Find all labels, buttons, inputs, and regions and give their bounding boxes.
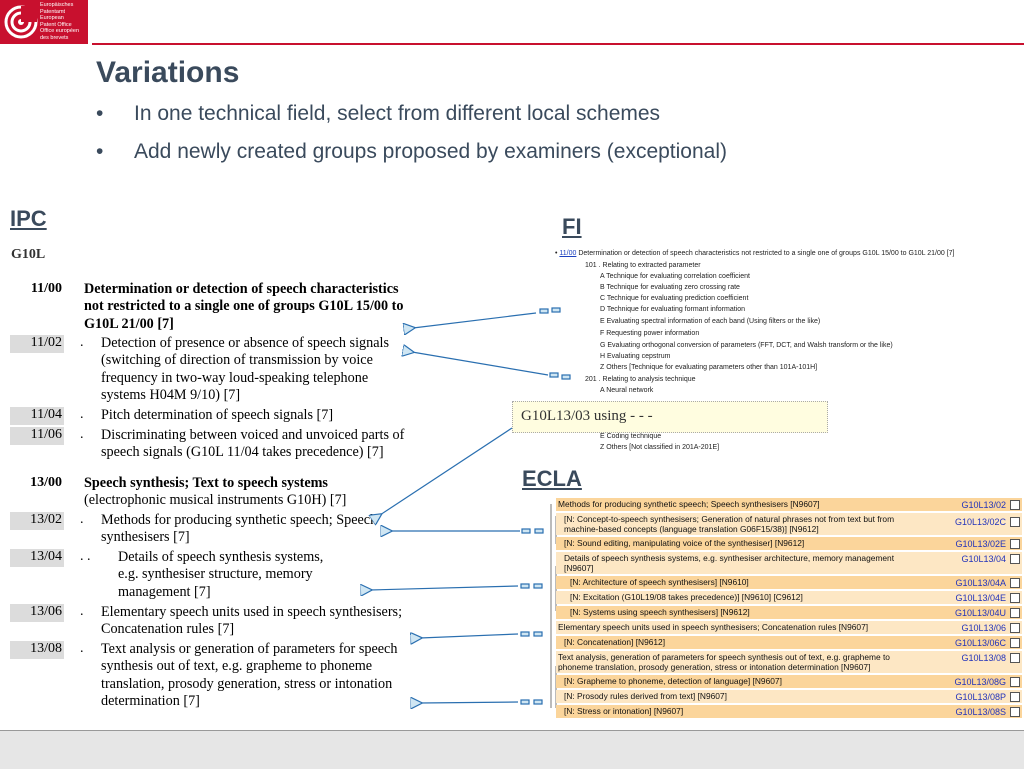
fi-item: E Coding technique: [600, 433, 662, 440]
ipc-group-code: 13/04: [10, 549, 64, 567]
fi-item: 201 . Relating to analysis technique: [585, 376, 696, 383]
ecla-entry-text: Elementary speech units used in speech synthesisers; Concatenation rules [N9607]: [558, 622, 869, 632]
ecla-entry-text: [N: Stress or intonation] [N9607]: [564, 706, 684, 716]
bullet-item: • Add newly created groups proposed by examiners (exceptional): [96, 140, 727, 163]
ipc-indent-dots: .: [80, 512, 84, 527]
fi-item: G Evaluating orthogonal conversion of parameters (FFT, DCT, and Walsh transform or the like): [600, 342, 893, 349]
ipc-group-code: 13/08: [10, 641, 64, 659]
arrow-tail-box: [540, 309, 548, 313]
ecla-entry-text: [N: Prosody rules derived from text] [N9607]: [564, 691, 727, 701]
ipc-indent-dots: .: [80, 604, 84, 619]
fi-head-line: • 11/00 Determination or detection of speech characteristics not restricted to a single one of groups G10L 15/00 to G10L 21/00 [7]: [555, 250, 955, 257]
fi-callout: G10L13/03 using - - -: [512, 401, 828, 433]
fi-group-link[interactable]: 11/00: [559, 250, 577, 257]
arrow-tail-box: [534, 584, 542, 588]
ecla-entry-text: [N: Excitation (G10L19/08 takes precedence)] [N9610] [C9612]: [570, 592, 803, 602]
ipc-group-code: 11/00: [30, 281, 62, 296]
ipc-subclass: G10L: [11, 247, 46, 262]
ecla-entry-text: Methods for producing synthetic speech; Speech synthesisers [N9607]: [558, 499, 820, 509]
ecla-code-link[interactable]: G10L13/04: [961, 554, 1006, 564]
fi-item: C Technique for evaluating prediction coefficient: [600, 295, 749, 302]
arrow-tail-box: [521, 632, 529, 636]
arrow-tail-box: [552, 308, 560, 312]
ipc-indent-dots: .: [80, 427, 84, 442]
fi-label: FI: [562, 214, 582, 239]
fi-item: D Technique for evaluating formant information: [600, 306, 746, 313]
ecla-entry-text: [N: Architecture of speech synthesisers] [N9610]: [570, 577, 749, 587]
fi-item: Z Others [Technique for evaluating parameters other than 101A-101H]: [600, 364, 818, 371]
arrow-tail-box: [534, 700, 542, 704]
arrow-fi-to-1100: [413, 313, 536, 328]
ecla-label: ECLA: [522, 466, 582, 491]
ipc-group-title: Determination or detection of speech characteristics not restricted to a single one of groups G10L 15/00 to G10L 21/00 [7]: [84, 281, 404, 332]
bullet-item: • In one technical field, select from different local schemes: [96, 102, 661, 125]
ipc-group-code: 11/06: [10, 427, 64, 445]
ipc-group-code: 13/02: [10, 512, 64, 530]
ipc-label: IPC: [10, 206, 47, 231]
ipc-group-code: 13/06: [10, 604, 64, 622]
footer-bar: [0, 730, 1024, 769]
ecla-entry-text: [N: Grapheme to phoneme, detection of language] [N9607]: [564, 676, 782, 686]
ecla-entry-text: [N: Concept-to-speech synthesisers; Generation of natural phrases not from text but from machine-based concepts (language translation G06F15/38)] [N9612]: [564, 514, 895, 534]
ipc-group-title: Detection of presence or absence of speech signals (switching of direction of transmission by voice frequency in two-way loud-speaking telephone systems H04M 9/10) [7]: [101, 335, 389, 404]
ipc-indent-dots: .: [80, 407, 84, 422]
ecla-code-link[interactable]: G10L13/04A: [955, 578, 1006, 588]
ecla-code-link[interactable]: G10L13/08G: [954, 677, 1006, 687]
ecla-entry-text: Details of speech synthesis systems, e.g. synthesiser architecture, memory management [N9607]: [564, 553, 895, 573]
arrow-tail-box: [521, 700, 529, 704]
ipc-indent-dots: .: [80, 335, 84, 350]
fi-item: H Evaluating cepstrum: [600, 353, 671, 360]
fi-item: E Evaluating spectral information of each band (Using filters or the like): [600, 318, 821, 325]
ecla-code-link[interactable]: G10L13/06C: [954, 638, 1006, 648]
ipc-group-title: Pitch determination of speech signals [7]: [101, 407, 334, 423]
ecla-code-link[interactable]: G10L13/08S: [955, 707, 1006, 717]
arrow-fi-to-1102: [412, 352, 548, 375]
arrow-tail-box: [534, 632, 542, 636]
ipc-indent-dots: .: [80, 641, 84, 656]
arrow-ecla-to-1308: [420, 702, 518, 703]
ecla-entry-text: [N: Concatenation] [N9612]: [564, 637, 666, 647]
fi-item: F Requesting power information: [600, 330, 700, 337]
fi-item: Z Others [Not classified in 201A-201E]: [600, 444, 720, 451]
ipc-group-title: Discriminating between voiced and unvoiced parts of speech signals (G10L 11/04 takes precedence) [7]: [101, 427, 405, 461]
fi-item: B Technique for evaluating zero crossing rate: [600, 284, 740, 291]
fi-item: 101 . Relating to extracted parameter: [585, 262, 701, 269]
ecla-code-link[interactable]: G10L13/04U: [954, 608, 1006, 618]
ipc-group-code: 11/02: [10, 335, 64, 353]
ecla-code-link[interactable]: G10L13/02: [961, 500, 1006, 510]
ecla-entry-text: [N: Sound editing, manipulating voice of the synthesiser] [N9612]: [564, 538, 805, 548]
arrow-tail-box: [535, 529, 543, 533]
ipc-group-title: Methods for producing synthetic speech; Speech synthesisers [7]: [101, 512, 378, 546]
ipc-indent-dots: . .: [80, 549, 91, 564]
ipc-group-title: Text analysis or generation of parameters for speech synthesis out of text, e.g. grapheme to phoneme translation, prosody generation, stress or intonation determination [7]: [101, 641, 398, 710]
ecla-code-link[interactable]: G10L13/08P: [955, 692, 1006, 702]
arrow-tail-box: [550, 373, 558, 377]
logo-text: Europäisches Patentamt European Patent Office Office européen des brevets: [40, 2, 80, 41]
ecla-code-link[interactable]: G10L13/08: [961, 653, 1006, 663]
arrow-tail-box: [521, 584, 529, 588]
ipc-group-code: 11/04: [10, 407, 64, 425]
fi-item: A Technique for evaluating correlation coefficient: [600, 273, 750, 280]
ecla-code-link[interactable]: G10L13/02E: [955, 539, 1006, 549]
ipc-group-title: Elementary speech units used in speech synthesisers; Concatenation rules [7]: [101, 604, 403, 638]
ecla-code-link[interactable]: G10L13/06: [961, 623, 1006, 633]
ecla-code-link[interactable]: G10L13/04E: [955, 593, 1006, 603]
arrow-tail-box: [562, 375, 570, 379]
ecla-code-link[interactable]: G10L13/02C: [954, 517, 1006, 527]
arrow-fi-to-1302: [380, 428, 512, 515]
arrow-ecla-to-1304: [370, 586, 518, 590]
ecla-entry-text: Text analysis, generation of parameters for speech synthesis out of text, e.g. grapheme to phoneme translation, prosody generation, stress or intonation determination [N9607]: [558, 652, 890, 672]
fi-item: A Neural network: [600, 387, 654, 394]
arrow-ecla-to-1306: [420, 634, 518, 638]
ipc-group-title: Speech synthesis; Text to speech systems (electrophonic musical instruments G10H) [7]: [84, 475, 347, 509]
ipc-group-code: 13/00: [30, 475, 62, 490]
arrow-tail-box: [522, 529, 530, 533]
ipc-group-title: Details of speech synthesis systems, e.g. synthesiser structure, memory management [7]: [118, 549, 324, 600]
slide-title: Variations: [96, 56, 240, 89]
ecla-entry-text: [N: Systems using speech synthesisers] [N9612]: [570, 607, 750, 617]
